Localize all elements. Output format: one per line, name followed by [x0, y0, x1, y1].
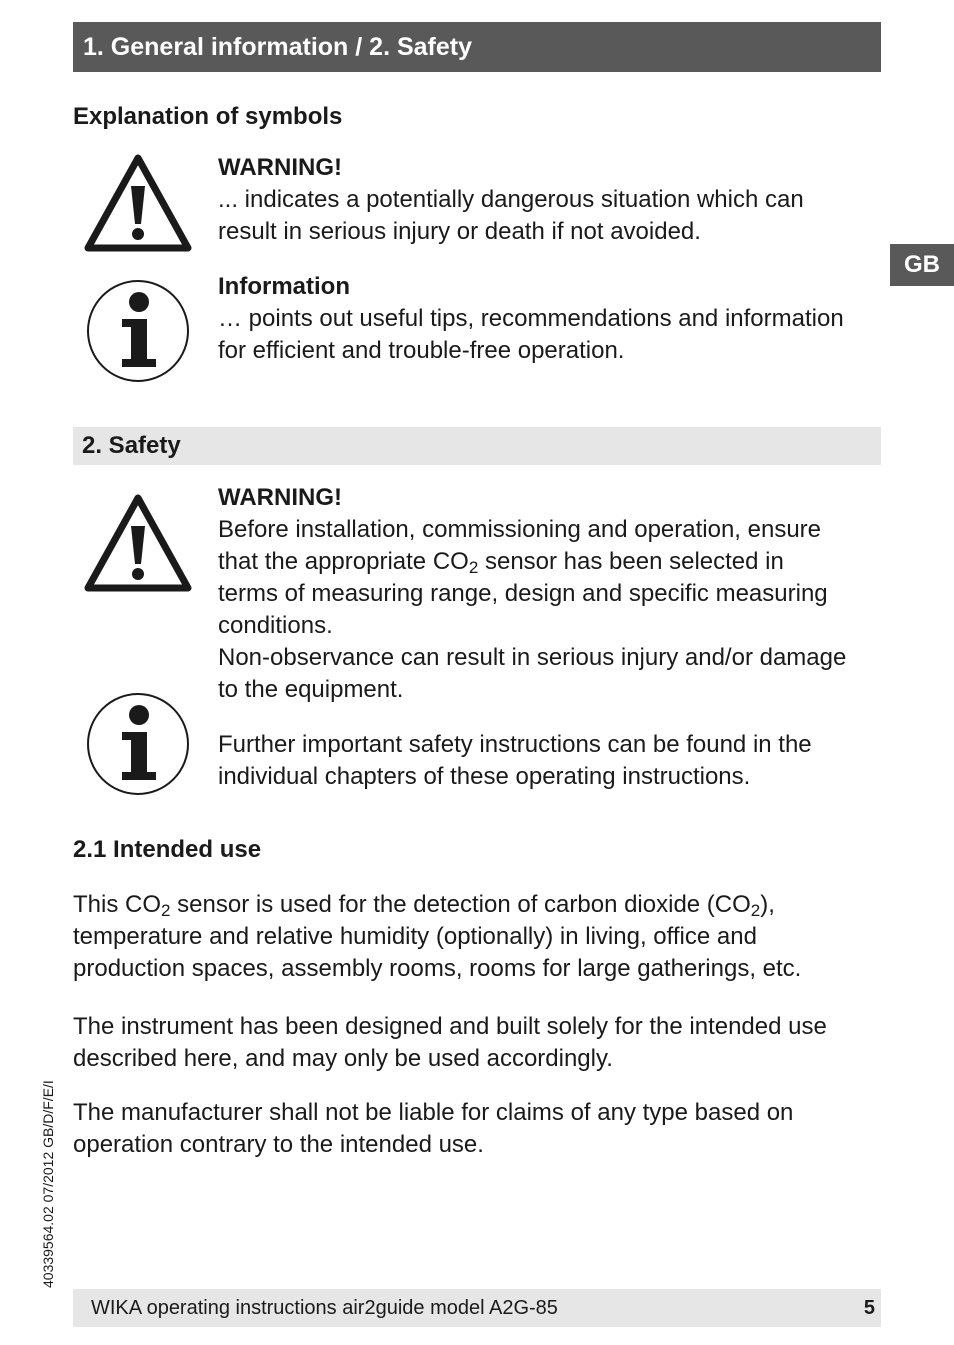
page-footer: [73, 1289, 881, 1327]
page-number: 5: [863, 1297, 875, 1319]
safety-warning-line: to the equipment.: [218, 676, 404, 703]
intended-use-paragraph-1: [73, 889, 881, 985]
page-header: 1. General information / 2. Safety: [73, 22, 881, 72]
symbols-info-text: [218, 271, 844, 367]
paragraph-line: described here, and may only be used accordingly.: [73, 1045, 613, 1072]
paragraph-line: production spaces, assembly rooms, rooms for large gatherings, etc.: [73, 955, 802, 982]
safety-warning-line: Non-observance can result in serious injury and/or damage: [218, 644, 847, 671]
intended-use-heading: 2.1 Intended use: [73, 836, 262, 863]
language-tab: GB: [890, 244, 954, 286]
warning-title: WARNING!: [218, 154, 342, 181]
safety-warning-line: Before installation, commissioning and operation, ensure: [218, 516, 822, 543]
safety-info-line: individual chapters of these operating instructions.: [218, 763, 751, 790]
warning-line: ... indicates a potentially dangerous situation which can: [218, 186, 804, 213]
safety-warning-line: terms of measuring range, design and specific measuring: [218, 580, 828, 607]
intended-use-paragraph-2: [73, 1011, 881, 1075]
symbols-warning-text: [218, 152, 804, 248]
safety-warning-line: conditions.: [218, 612, 333, 639]
safety-section-header: 2. Safety: [73, 427, 881, 465]
information-circle-icon: [84, 690, 192, 798]
information-circle-icon: [84, 277, 192, 385]
paragraph-line: operation contrary to the intended use.: [73, 1131, 484, 1158]
warning-triangle-icon: [84, 492, 192, 600]
info-title: Information: [218, 273, 350, 300]
footer-text: WIKA operating instructions air2guide model A2G-85: [91, 1297, 558, 1319]
document-code: 40339564.02 07/2012 GB/D/F/E/I: [40, 1080, 56, 1288]
info-line: … points out useful tips, recommendations and information: [218, 305, 844, 332]
safety-warning-title: WARNING!: [218, 484, 342, 511]
paragraph-line: temperature and relative humidity (optionally) in living, office and: [73, 923, 757, 950]
warning-triangle-icon: [84, 152, 192, 260]
paragraph-line: The manufacturer shall not be liable for claims of any type based on: [73, 1099, 794, 1126]
safety-info-line: Further important safety instructions can be found in the: [218, 731, 812, 758]
paragraph-line: This $CO_2$ sensor is used for the detection of carbon dioxide $(CO_2)$,: [73, 891, 775, 920]
safety-warning-text: [218, 482, 846, 706]
warning-line: result in serious injury or death if not avoided.: [218, 218, 701, 245]
intended-use-paragraph-3: [73, 1097, 881, 1161]
info-line: for efficient and trouble-free operation.: [218, 337, 625, 364]
symbols-heading: Explanation of symbols: [73, 103, 343, 130]
paragraph-line: The instrument has been designed and built solely for the intended use: [73, 1013, 827, 1040]
safety-warning-line: that the appropriate $CO_2$ sensor has been selected in: [218, 548, 784, 577]
safety-info-text: [218, 729, 812, 793]
